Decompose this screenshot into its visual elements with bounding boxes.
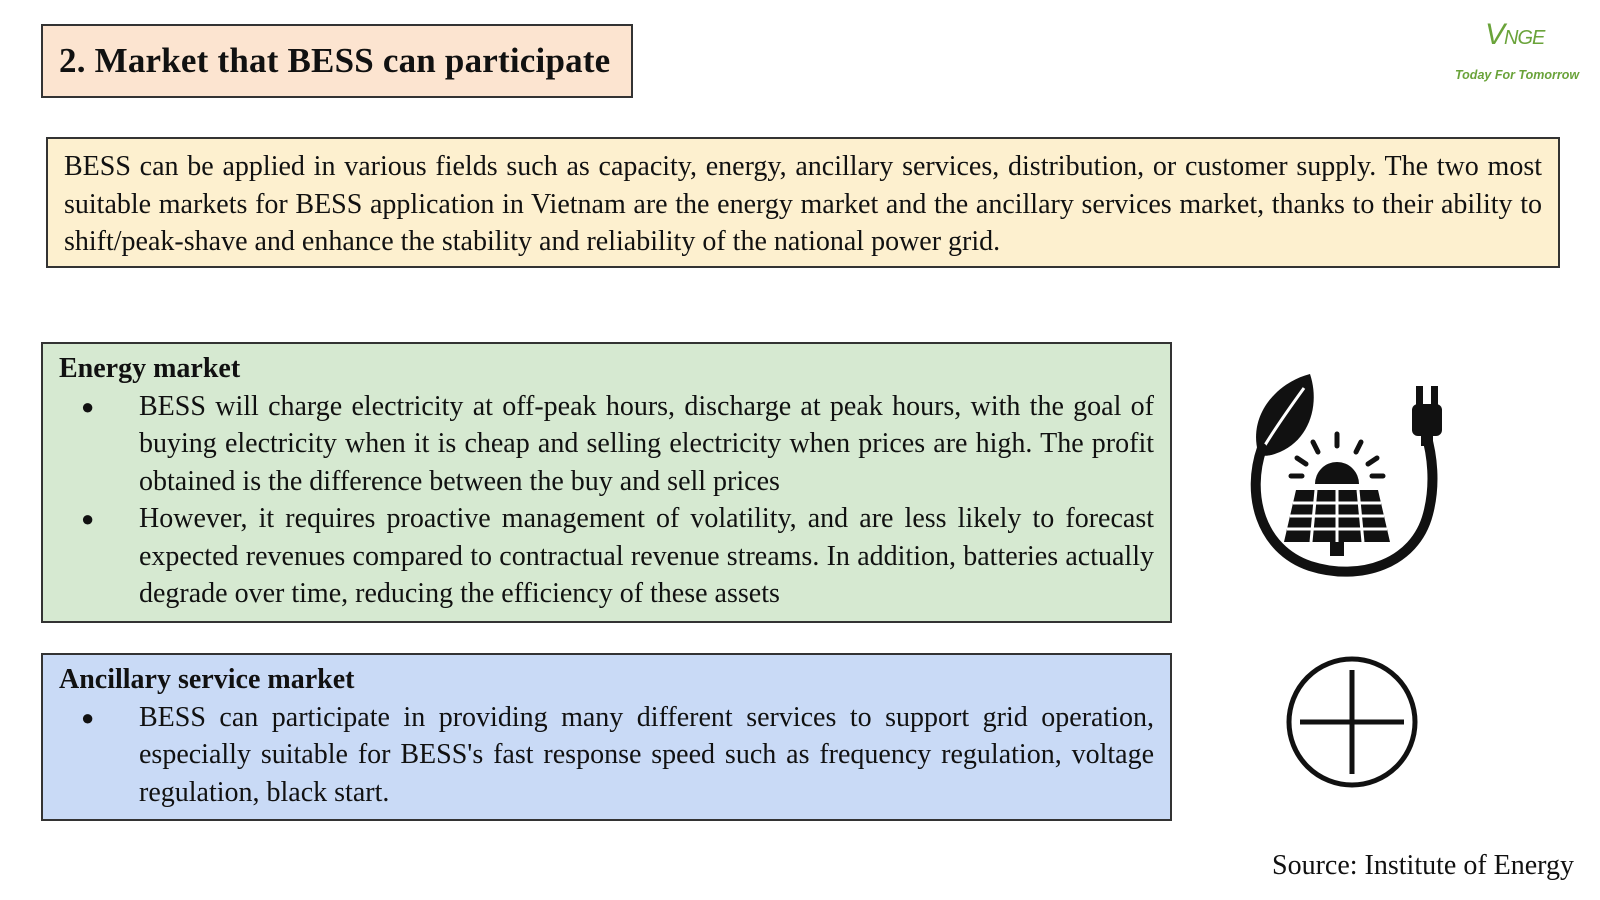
intro-text: BESS can be applied in various fields such as capacity, energy, ancillary services, distribution, or customer supply. The two most suitable markets for BESS application in Vietnam are the energy market and the ancillary services market, thanks to their ability to shift/peak-shave and enhance the stability and reliability of the national power grid.: [64, 151, 1542, 257]
bullet-icon: ●: [81, 704, 95, 730]
energy-market-title: Energy market: [59, 353, 241, 384]
intro-box: [46, 137, 1560, 268]
bullet-text: BESS can participate in providing many different services to support grid operation, especially suitable for BESS's fast response speed such as frequency regulation, voltage regulation, black start.: [139, 701, 1154, 808]
ancillary-market-panel: [41, 653, 1172, 821]
source-citation: Source: Institute of Energy: [1272, 850, 1574, 881]
bullet-icon: ●: [81, 506, 95, 531]
energy-market-bullets: [59, 388, 1154, 613]
slide-title-text: 2. Market that BESS can participate: [59, 41, 611, 80]
solar-leaf-plug-icon: [1240, 374, 1470, 594]
ancillary-market-bullets: [59, 699, 1154, 812]
slide-title: [41, 24, 633, 98]
bullet-text: BESS will charge electricity at off-peak hours, discharge at peak hours, with the goal of buying electricity when it is cheap and selling electricity when prices are high. The profit obtained is the difference between the buy and sell prices: [139, 390, 1154, 497]
logo-mark-rest: NGE: [1504, 27, 1545, 49]
logo-mark-v: V: [1485, 18, 1505, 51]
bullet-text: However, it requires proactive management of volatility, and are less likely to forecast expected revenues compared to contractual revenue streams. In addition, batteries actually degrade over time, reducing the efficiency of these assets: [139, 503, 1154, 609]
plus-circle-icon: [1282, 652, 1422, 792]
bullet-icon: ●: [81, 393, 95, 419]
vnge-logo: [1455, 18, 1590, 90]
energy-market-panel: [41, 342, 1172, 623]
list-item: [59, 388, 1154, 501]
logo-mark: [1485, 18, 1544, 52]
list-item: [59, 500, 1154, 613]
ancillary-market-title: Ancillary service market: [59, 664, 355, 695]
list-item: [59, 699, 1154, 812]
logo-tagline: Today For Tomorrow: [1455, 68, 1580, 82]
